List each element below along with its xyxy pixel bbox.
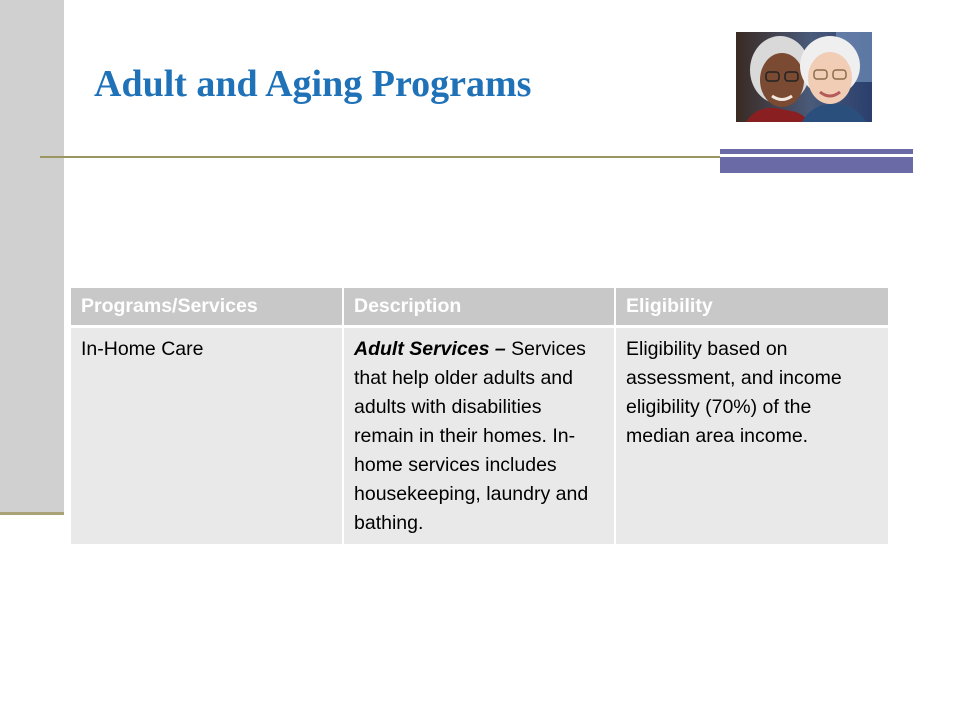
title-underline-rule — [40, 156, 720, 158]
cell-program: In-Home Care — [71, 327, 343, 545]
header-eligibility: Eligibility — [615, 288, 888, 327]
programs-table — [71, 288, 888, 544]
slide-title: Adult and Aging Programs — [94, 63, 532, 105]
seniors-photo — [736, 32, 872, 122]
header-programs-services: Programs/Services — [71, 288, 343, 327]
description-lead: Adult Services – — [354, 338, 506, 360]
table-header-row — [71, 288, 888, 327]
table-row — [71, 327, 888, 545]
accent-bar — [720, 149, 913, 173]
header-description: Description — [343, 288, 615, 327]
accent-bar-gap — [720, 154, 913, 157]
description-body: Services that help older adults and adults with disabilities remain in their homes. In-home services includes housekeeping, laundry and bathing. — [354, 338, 589, 534]
left-side-bar — [0, 0, 64, 515]
cell-eligibility: Eligibility based on assessment, and income eligibility (70%) of the median area income. — [615, 327, 888, 545]
cell-description — [343, 327, 615, 545]
seniors-photo-illustration — [736, 32, 872, 122]
